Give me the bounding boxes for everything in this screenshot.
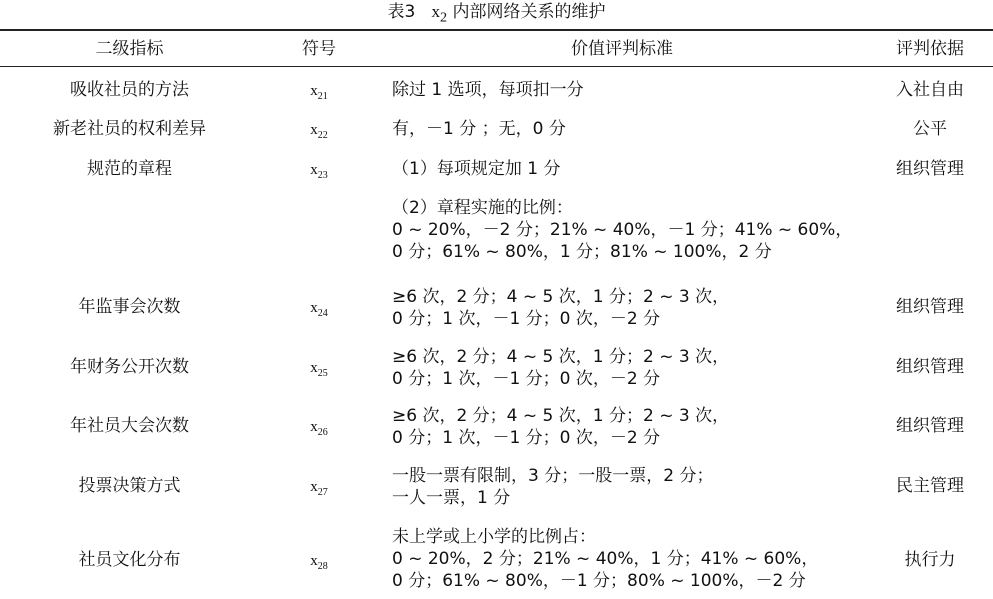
- caption-var-letter: x: [431, 2, 441, 21]
- criteria-line: 除过 1 选项，每项扣一分: [392, 80, 584, 100]
- symbol-letter: x: [310, 122, 318, 138]
- basis-cell: 组织管理: [896, 297, 964, 317]
- criteria-line: 0 ~ 20%，2 分；21% ~ 40%，1 分；41% ~ 60%，: [392, 549, 819, 569]
- criteria-line: 0 ~ 20%，－2 分；21% ~ 40%，－1 分；41% ~ 60%，: [392, 220, 853, 240]
- symbol-subscript: 27: [317, 487, 328, 498]
- caption-var-sub: 2: [440, 9, 448, 26]
- indicator-cell: 社员文化分布: [78, 550, 181, 570]
- criteria-line: ≥6 次，2 分；4 ~ 5 次，1 分；2 ~ 3 次，: [392, 287, 730, 307]
- criteria-line: ≥6 次，2 分；4 ~ 5 次，1 分；2 ~ 3 次，: [392, 406, 730, 426]
- criteria-line: 一人一票，1 分: [392, 488, 511, 508]
- symbol-subscript: 25: [317, 368, 328, 379]
- symbol-letter: x: [310, 360, 318, 376]
- basis-cell: 组织管理: [896, 159, 964, 179]
- header-criteria: 价值评判标准: [571, 39, 673, 59]
- table-caption: [0, 1, 993, 28]
- basis-cell: 民主管理: [896, 476, 964, 496]
- symbol-cell: [279, 159, 359, 187]
- table-label: 表3: [387, 2, 416, 22]
- indicator-cell: 年社员大会次数: [70, 416, 189, 436]
- header-symbol: 符号: [302, 39, 336, 59]
- symbol-letter: x: [310, 83, 318, 99]
- criteria-line: （2）章程实施的比例：: [392, 198, 573, 218]
- basis-cell: 组织管理: [896, 416, 964, 436]
- criteria-line: 一股一票有限制，3 分；一股一票，2 分；: [392, 466, 714, 486]
- top-rule: [0, 29, 993, 31]
- symbol-subscript: 24: [317, 308, 328, 319]
- symbol-cell: [279, 550, 359, 578]
- criteria-line: 0 分；61% ~ 80%，1 分；81% ~ 100%，2 分: [392, 242, 772, 262]
- criteria-line: 0 分；1 次，－1 分；0 次，－2 分: [392, 428, 661, 448]
- symbol-letter: x: [310, 419, 318, 435]
- criteria-line: 0 分；61% ~ 80%，－1 分；80% ~ 100%，－2 分: [392, 571, 806, 591]
- indicator-cell: 投票决策方式: [78, 476, 181, 496]
- criteria-line: 有，－1 分 ；无，0 分: [392, 119, 566, 139]
- indicator-cell: 年监事会次数: [78, 297, 181, 317]
- basis-cell: 入社自由: [896, 80, 964, 100]
- symbol-subscript: 21: [317, 91, 328, 102]
- symbol-letter: x: [310, 553, 318, 569]
- indicator-cell: 规范的章程: [87, 159, 172, 179]
- symbol-letter: x: [310, 162, 318, 178]
- symbol-subscript: 28: [317, 561, 328, 572]
- criteria-line: 0 分；1 次，－1 分；0 次，－2 分: [392, 309, 661, 329]
- symbol-cell: [279, 476, 359, 504]
- criteria-line: ≥6 次，2 分；4 ~ 5 次，1 分；2 ~ 3 次，: [392, 347, 730, 367]
- table-title: 内部网络关系的维护: [452, 2, 606, 22]
- symbol-cell: [279, 80, 359, 108]
- symbol-cell: [279, 416, 359, 444]
- symbol-subscript: 26: [317, 427, 328, 438]
- criteria-line: 未上学或上小学的比例占：: [392, 527, 596, 547]
- symbol-letter: x: [310, 300, 318, 316]
- header-basis: 评判依据: [896, 39, 964, 59]
- symbol-cell: [279, 119, 359, 147]
- basis-cell: 执行力: [904, 550, 956, 570]
- basis-cell: 公平: [913, 119, 947, 139]
- indicator-cell: 年财务公开次数: [70, 357, 189, 377]
- header-rule: [0, 66, 993, 67]
- criteria-line: 0 分；1 次，－1 分；0 次，－2 分: [392, 369, 661, 389]
- indicator-cell: 吸收社员的方法: [70, 80, 189, 100]
- caption-variable: [431, 2, 448, 26]
- symbol-cell: [279, 357, 359, 385]
- symbol-subscript: 22: [317, 130, 328, 141]
- header-indicator: 二级指标: [95, 39, 164, 59]
- basis-cell: 组织管理: [896, 357, 964, 377]
- criteria-line: （1）每项规定加 1 分: [392, 159, 561, 179]
- symbol-subscript: 23: [317, 170, 328, 181]
- symbol-cell: [279, 297, 359, 325]
- indicator-cell: 新老社员的权利差异: [53, 119, 206, 139]
- symbol-letter: x: [310, 479, 318, 495]
